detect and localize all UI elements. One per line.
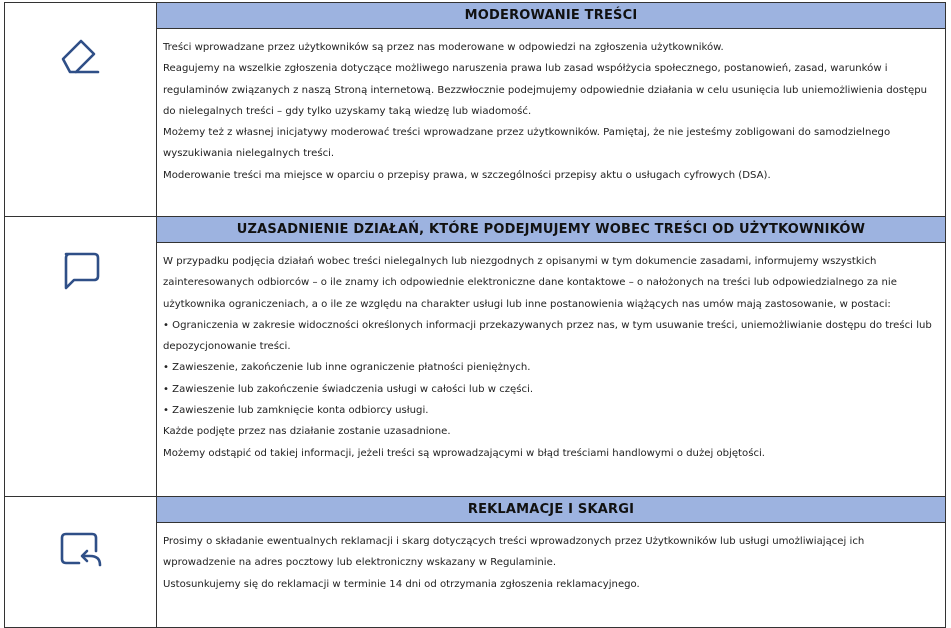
screen-return-icon — [59, 531, 103, 571]
section-title: MODEROWANIE TREŚCI — [157, 3, 945, 29]
paragraph: • Zawieszenie, zakończenie lub inne ograniczenie płatności pieniężnych. — [163, 362, 531, 374]
paragraph: Możemy też z własnej inicjatywy moderować treści wprowadzane przez użytkowników. Pamiętaj, że nie jesteśmy zobligowani do samodzielnego wyszukiwania nielegalnych treści. — [163, 127, 891, 160]
section-complaints — [5, 497, 945, 627]
paragraph: Moderowanie treści ma miejsce w oparciu o przepisy prawa, w szczególności przepisy aktu o usługach cyfrowych (DSA). — [163, 169, 771, 181]
section-text — [157, 243, 945, 464]
icon-cell — [5, 217, 157, 496]
section-title: REKLAMACJE I SKARGI — [157, 497, 945, 523]
section-moderation — [5, 3, 945, 217]
section-justification — [5, 217, 945, 497]
section-text — [157, 29, 945, 186]
eraser-icon — [60, 37, 102, 77]
icon-cell — [5, 3, 157, 216]
paragraph: Reagujemy na wszelkie zgłoszenia dotyczące możliwego naruszenia prawa lub zasad współżycia społecznego, postanowień, zasad, warunków i regulaminów związanych z naszą Stroną internetową. Bezzwłocznie podejmujemy odpowiednie działania w celu usunięcia lub uniemożliwienia dostępu do nielegalnych treści – gdy tylko uzyskamy taką wiedzę lub wiadomość. — [163, 63, 928, 117]
speech-bubble-icon — [60, 251, 102, 291]
paragraph: • Zawieszenie lub zamknięcie konta odbiorcy usługi. — [163, 405, 429, 417]
section-title: UZASADNIENIE DZIAŁAŃ, KTÓRE PODEJMUJEMY WOBEC TREŚCI OD UŻYTKOWNIKÓW — [157, 217, 945, 243]
paragraph: Prosimy o składanie ewentualnych reklamacji i skarg dotyczących treści wprowadzonych przez Użytkowników lub usługi umożliwiającej ich wprowadzenie na adres pocztowy lub elektroniczny wskazany w Regulaminie. — [163, 536, 865, 569]
paragraph: W przypadku podjęcia działań wobec treści nielegalnych lub niezgodnych z opisanymi w tym dokumencie zasadami, informujemy wszystkich zainteresowanych odbiorców – o ile znamy ich odpowiednie elektroniczne dane kontaktowe – o nałożonych na treści lub odpowiedzialnego za nie użytkownika ograniczeniach, a o ile ze względu na charakter usługi lub inne postanowienia wiążących nas umów mają zastosowanie, w postaci: — [163, 256, 897, 310]
policy-table — [4, 2, 946, 628]
icon-cell — [5, 497, 157, 627]
paragraph: • Zawieszenie lub zakończenie świadczenia usługi w całości lub w części. — [163, 383, 534, 395]
paragraph: • Ograniczenia w zakresie widoczności określonych informacji przekazywanych przez nas, w tym usuwanie treści, uniemożliwianie dostępu do treści lub depozycjonowanie treści. — [163, 319, 932, 353]
paragraph: Ustosunkujemy się do reklamacji w terminie 14 dni od otrzymania zgłoszenia reklamacyjnego. — [163, 578, 640, 590]
section-text — [157, 523, 945, 595]
paragraph: Treści wprowadzane przez użytkowników są przez nas moderowane w odpowiedzi na zgłoszenia użytkowników. — [163, 42, 724, 53]
paragraph: Możemy odstąpić od takiej informacji, jeżeli treści są wprowadzającymi w błąd treściami handlowymi o dużej objętości. — [163, 447, 766, 459]
paragraph: Każde podjęte przez nas działanie zostanie uzasadnione. — [163, 426, 451, 438]
